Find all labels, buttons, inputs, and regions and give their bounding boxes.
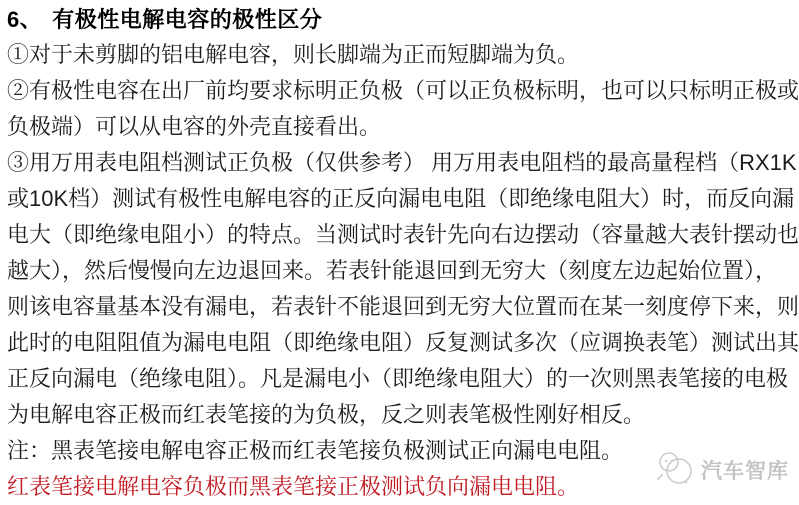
section-number: 6、 (7, 7, 43, 32)
watermark-label: 汽车智库 (701, 460, 789, 483)
text-line: ①对于未剪脚的铝电解电容，则长脚端为正而短脚端为负。 (7, 42, 580, 67)
text-line: 负极端）可以从电容的外壳直接看出。 (7, 114, 382, 139)
auto-zhiku-logo-icon (656, 449, 696, 491)
text-line: 则该电容量基本没有漏电，若表针不能退回到无穷大位置而在某一刻度停下来，则 (7, 294, 799, 319)
text-line: 注：黑表笔接电解电容正极而红表笔接负极测试正向漏电电阻。 (7, 438, 624, 463)
text-line: 或10K档）测试有极性电解电容的正反向漏电电阻（即绝缘电阻大）时，而反向漏 (7, 186, 795, 211)
watermark (656, 449, 789, 491)
text-line: ②有极性电容在出厂前均要求标明正负极（可以正负极标明，也可以只标明正极或 (7, 78, 799, 103)
text-line: 红表笔接电解电容负极而黑表笔接正极测试负向漏电电阻。 (7, 474, 580, 499)
text-lines (7, 37, 799, 505)
text-line: 此时的电阻阻值为漏电电阻（即绝缘电阻）反复测试多次（应调换表笔）测试出其 (7, 330, 799, 355)
text-line: 越大），然后慢慢向左边退回来。若表针能退回到无穷大（刻度左边起始位置）， (7, 258, 778, 283)
section-heading (7, 6, 799, 34)
text-line: 正反向漏电（绝缘电阻）。凡是漏电小（即绝缘电阻大）的一次则黑表笔接的电极 (7, 366, 789, 391)
text-line: 为电解电容正极而红表笔接的为负极，反之则表笔极性刚好相反。 (7, 402, 646, 427)
text-line: 电大（即绝缘电阻小）的特点。当测试时表针先向右边摆动（容量越大表针摆动也 (7, 222, 799, 247)
section-title: 有极性电解电容的极性区分 (52, 7, 323, 32)
text-line: ③用万用表电阻档测试正负极（仅供参考） 用万用表电阻档的最高量程档（RX1K (7, 150, 797, 175)
